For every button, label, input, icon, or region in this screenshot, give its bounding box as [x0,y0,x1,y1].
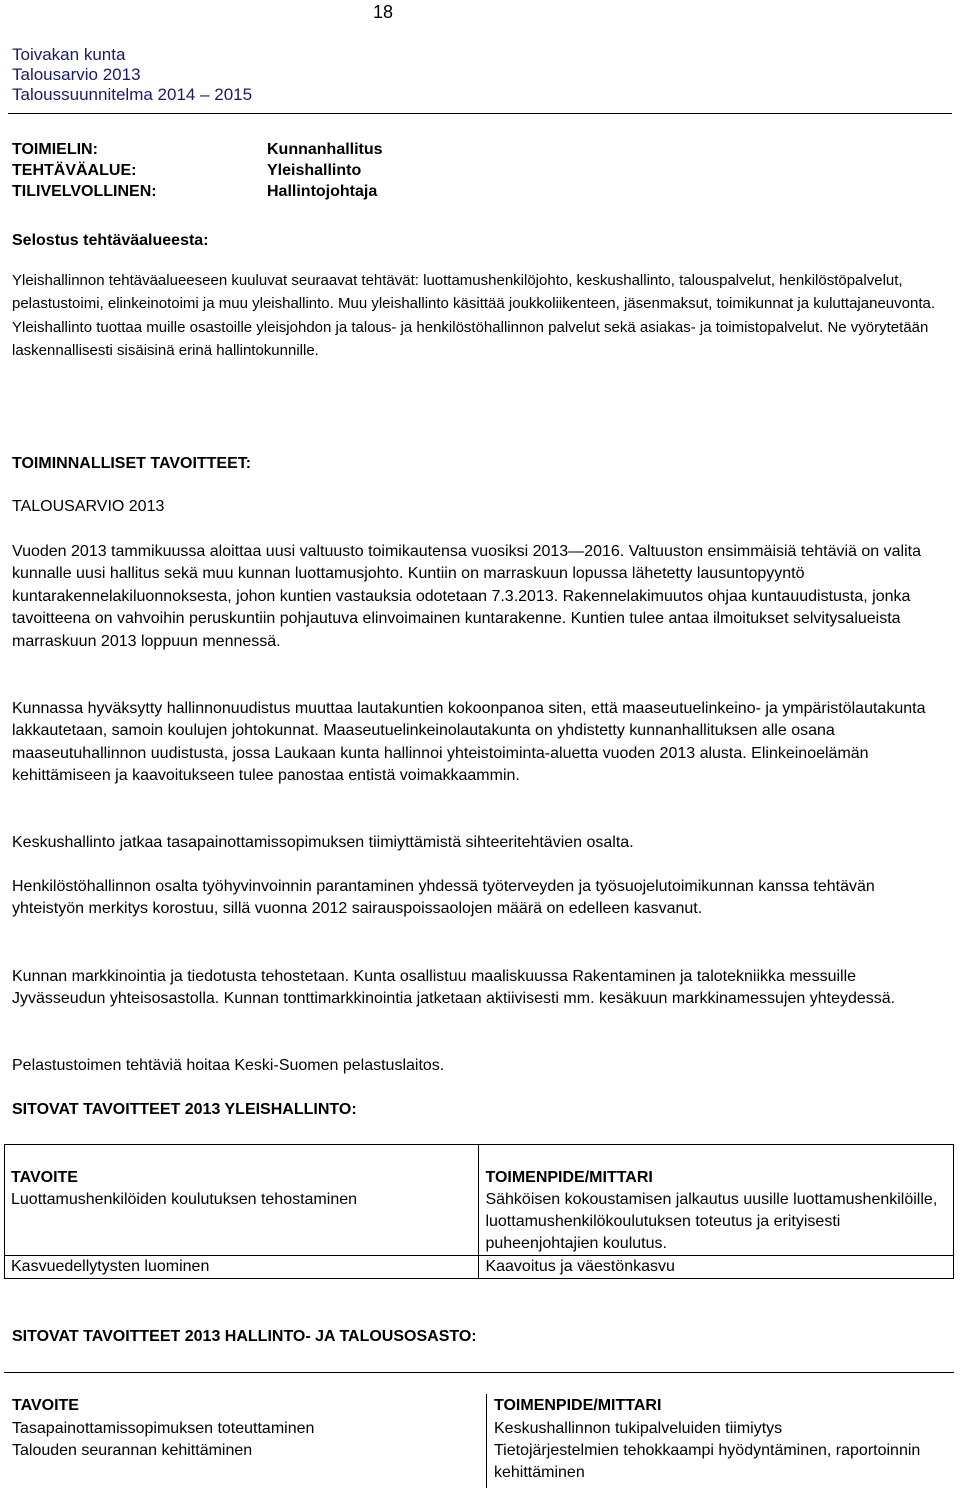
goals-paragraph-4: Henkilöstöhallinnon osalta työhyvinvoinnin parantaminen yhdessä työterveyden ja työsuojelutoimikunnan kanssa tehtävän yhteistyön merkitys korostuu, sillä vuonna 2012 sairauspoissaolojen määrä on edelleen kasvanut. [12,878,875,918]
meta-label-area: TEHTÄVÄALUE: [12,162,137,179]
meta-values [267,140,383,203]
table1-header-goal: TAVOITE [11,1169,78,1186]
org-name: Toivakan kunta [12,45,126,64]
table1-header-measure: TOIMENPIDE/MITTARI [485,1169,653,1186]
table1-cell: Kasvuedellytysten luominen [5,1256,479,1279]
table1-cell: Luottamushenkilöiden koulutuksen tehostaminen [11,1191,358,1208]
header-divider [8,113,952,114]
table2-cell: Talouden seurannan kehittäminen [12,1442,253,1459]
meta-labels [12,140,157,203]
description-heading: Selostus tehtäväalueesta: [12,232,209,249]
table1-cell: Kaavoitus ja väestönkasvu [479,1256,954,1279]
plan-title: Taloussuunnitelma 2014 – 2015 [12,85,253,104]
table2-cell: Tietojärjestelmien tehokkaampi hyödyntäminen, raportoinnin kehittäminen [494,1442,921,1481]
goals-heading: TOIMINNALLISET TAVOITTEET: [12,455,252,472]
goals-paragraph-3: Keskushallinto jatkaa tasapainottamissopimuksen tiimiyttämistä sihteeritehtävien osalta. [12,834,634,851]
meta-value-body: Kunnanhallitus [267,141,383,158]
meta-value-area: Yleishallinto [267,162,362,179]
page-number: 18 [373,2,394,22]
description-text: Yleishallinnon tehtäväalueeseen kuuluvat seuraavat tehtävät: luottamushenkilöjohto, keskushallinto, talouspalvelut, henkilöstöpalvelut, pelastustoimi, elinkeinotoimi ja muu yleishallinto. Muu yleishallinto käsittää joukkoliikenteen, jäsenmaksut, toimikunnat ja kuluttajaneuvonta. Yleishallinto tuottaa muille osastoille yleisjohdon ja talous- ja henkilöstöhallinnon palvelut sekä asiakas- ja toimistopalvelut. Ne vyörytetään laskennallisesti sisäisinä erinä hallintokunnille. [12,272,935,360]
goals-paragraph-6: Pelastustoimen tehtäviä hoitaa Keski-Suomen pelastuslaitos. [12,1057,445,1074]
table2-cell: Keskushallinnon tukipalveluiden tiimiytys [494,1420,783,1437]
budget-label: TALOUSARVIO 2013 [12,498,165,515]
table2-top-border [4,1372,954,1373]
table1-header-cell [479,1145,954,1256]
table1-heading: SITOVAT TAVOITTEET 2013 YLEISHALLINTO: [12,1101,357,1118]
budget-title: Talousarvio 2013 [12,65,141,84]
table2-cell: Tasapainottamissopimuksen toteuttaminen [12,1420,315,1437]
table2-column-divider [486,1394,487,1488]
organization-header [12,45,252,105]
table2-header-goal: TAVOITE [12,1397,79,1414]
table2-header-measure: TOIMENPIDE/MITTARI [494,1397,662,1414]
table-row [5,1145,954,1256]
meta-label-responsible: TILIVELVOLLINEN: [12,183,157,200]
meta-label-body: TOIMIELIN: [12,141,98,158]
table1 [4,1144,954,1279]
table2-heading: SITOVAT TAVOITTEET 2013 HALLINTO- JA TALOUSOSASTO: [12,1328,477,1345]
goals-paragraph-5: Kunnan markkinointia ja tiedotusta tehostetaan. Kunta osallistuu maaliskuussa Rakentaminen ja talotekniikka messuille Jyvässeudun yhteisosastolla. Kunnan tonttimarkkinointia jatketaan aktiivisesti mm. kesäkuun markkinamessujen yhteydessä. [12,968,896,1008]
goals-paragraph-2: Kunnassa hyväksytty hallinnonuudistus muuttaa lautakuntien kokoonpanoa siten, että maaseutuelinkeino- ja ympäristölautakunta lakkautetaan, samoin koulujen johtokunnat. Maaseutuelinkeinolautakunta on yhdistetty kunnanhallituksen alle osana maaseutuhallinnon uudistusta, jossa Laukaan kunta hallinnoi yhteistoiminta-aluetta vuoden 2013 alusta. Elinkeinoelämän kehittämiseen ja kaavoitukseen tulee panostaa entistä voimakkaammin. [12,700,926,785]
goals-paragraph-1: Vuoden 2013 tammikuussa aloittaa uusi valtuusto toimikautensa vuosiksi 2013—2016. Valtuuston ensimmäisiä tehtäviä on valita kunnalle uusi hallitus sekä muu kunnan luottamusjohto. Kuntiin on marraskuun lopussa lähetetty lausuntopyyntö kuntarakennelakiluonnoksesta, johon kuntien vastauksia odotetaan 7.3.2013. Rakennelakimuutos ohjaa kuntauudistusta, jonka tavoitteena on vahvoihin peruskuntiin pohjautuva elinvoimainen kuntarakenne. Kuntien tulee antaa ilmoitukset selvitysalueista marraskuun 2013 loppuun mennessä. [12,543,921,650]
meta-value-responsible: Hallintojohtaja [267,183,378,200]
table1-header-cell [5,1145,479,1256]
table-row [5,1256,954,1279]
table1-cell: Sähköisen kokoustamisen jalkautus uusille luottamushenkilöille, luottamushenkilökoulutuksen toteutus ja erityisesti puheenjohtajien koulutus. [485,1191,938,1252]
